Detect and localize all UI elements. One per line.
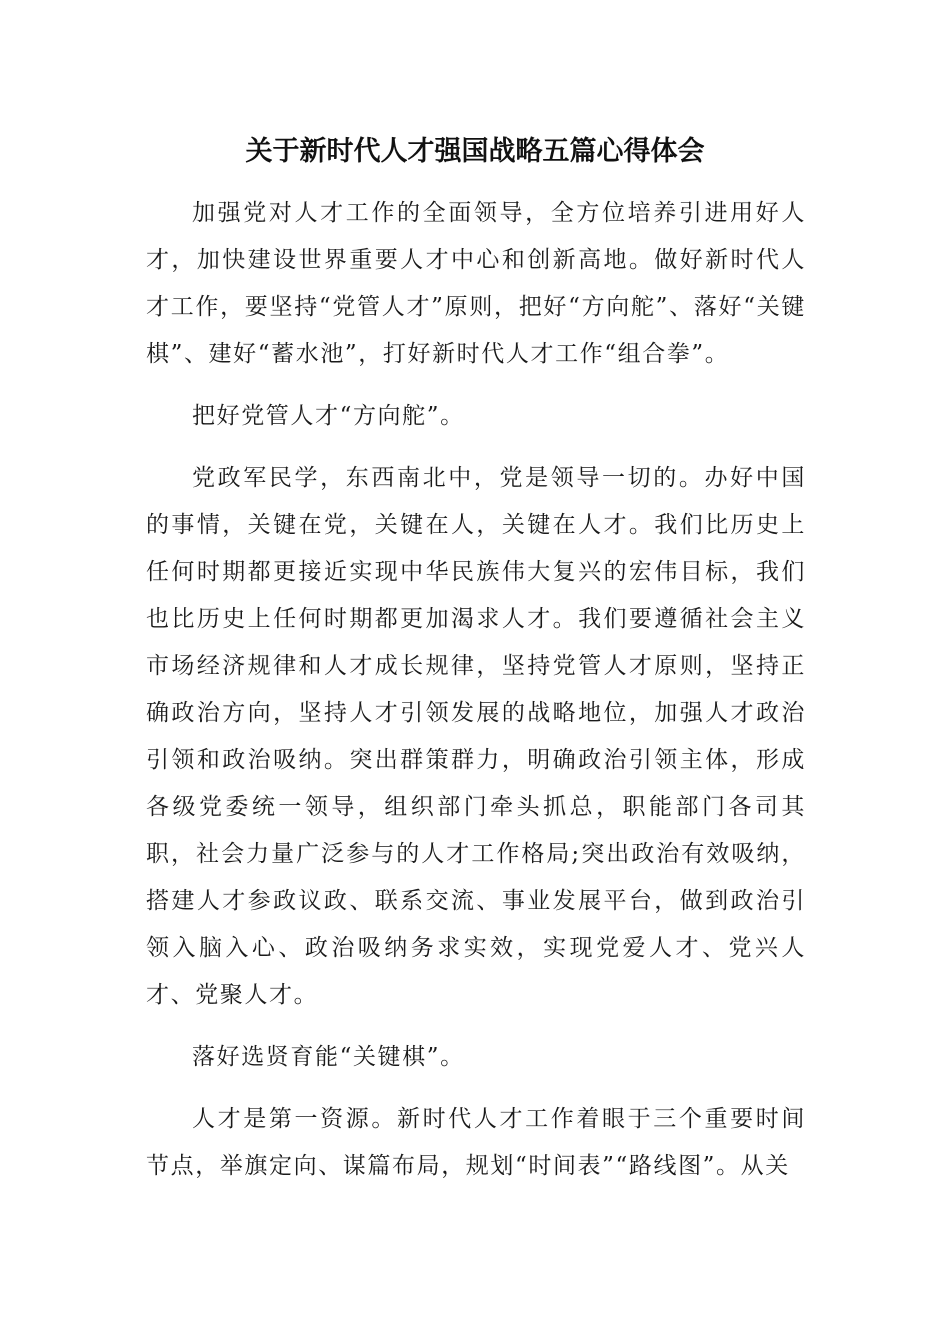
document-body xyxy=(146,190,806,1205)
paragraph-heading-rudder: 把好党管人才“方向舵”。 xyxy=(192,403,465,429)
document-title: 关于新时代人才强国战略五篇心得体会 xyxy=(245,136,705,167)
paragraph-party-leadership: 党政军民学，东西南北中，党是领导一切的。办好中国的事情，关键在党，关键在人，关键在人才。我们比历史上任何时期都更接近实现中华民族伟大复兴的宏伟目标，我们也比历史上任何时期都更加渴求人才。我们要遵循社会主义市场经济规律和人才成长规律，坚持党管人才原则，坚持正确政治方向，坚持人才引领发展的战略地位，加强人才政治引领和政治吸纳。突出群策群力，明确政治引领主体，形成各级党委统一领导，组织部门牵头抓总，职能部门各司其职，社会力量广泛参与的人才工作格局;突出政治有效吸纳，搭建人才参政议政、联系交流、事业发展平台，做到政治引领入脑入心、政治吸纳务求实效，实现党爱人才、党兴人才、党聚人才。 xyxy=(146,465,806,1008)
paragraph-heading-key-move: 落好选贤育能“关键棋”。 xyxy=(192,1044,465,1070)
paragraph-intro: 加强党对人才工作的全面领导，全方位培养引进用好人才，加快建设世界重要人才中心和创新高地。做好新时代人才工作，要坚持“党管人才”原则，把好“方向舵”、落好“关键棋”、建好“蓄水池”，打好新时代人才工作“组合拳”。 xyxy=(146,200,806,367)
paragraph-first-resource: 人才是第一资源。新时代人才工作着眼于三个重要时间节点，举旗定向、谋篇布局，规划“时间表”“路线图”。从关 xyxy=(146,1106,806,1179)
